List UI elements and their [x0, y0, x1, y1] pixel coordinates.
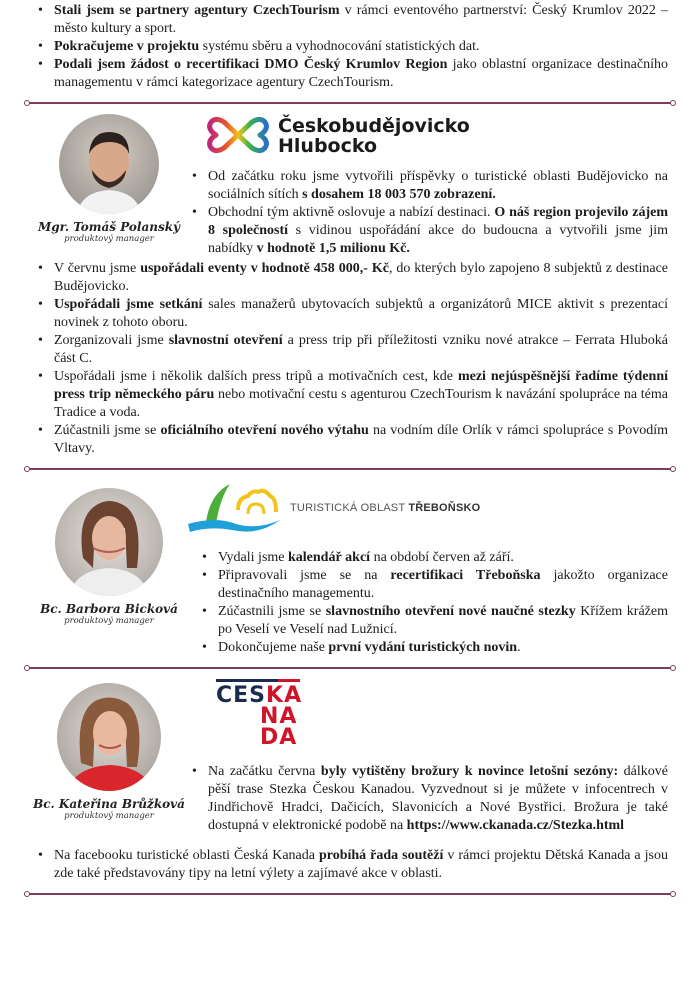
- person-name: Bc. Barbora Bicková: [40, 602, 178, 616]
- list-item: • Uspořádali jsme setkání sales manažerů ubytovacích subjektů a organizátorů MICE aktivit s prezentací novinek z tohoto oboru.: [32, 296, 668, 332]
- ckanada-link[interactable]: https://www.ckanada.cz/Stezka.html: [406, 818, 625, 833]
- list-item: • Zorganizovali jsme slavnostní otevření a press trip při příležitosti vzniku nové atrakce – Ferrata Hluboká část C.: [32, 332, 668, 368]
- person-card: [32, 114, 186, 245]
- list-item: • Od začátku roku jsme vytvořili příspěvky o turistické oblasti Budějovicko na sociálních sítích s dosahem 18 003 570 zobrazení.: [186, 168, 668, 204]
- person-role: produktový manager: [64, 616, 154, 626]
- section-divider: [28, 893, 672, 895]
- trebonsko-landscape-logo-icon: [186, 480, 286, 535]
- section-budejovicko-header: [32, 114, 668, 258]
- list-item: • Uspořádali jsme i několik dalších press tripů a motivačních cest, kde mezi nejúspěšnější řadíme týdenní press trip německého páru nebo motivační cestu s agenturou CzechTourism k navázání spolupráce na téma Tradice a voda.: [32, 368, 668, 422]
- person-photo-icon: [59, 114, 159, 214]
- kanada-side-list: [186, 763, 668, 835]
- avatar-barbora-bickova: [55, 488, 163, 596]
- person-card: [32, 683, 186, 822]
- person-role: produktový manager: [64, 811, 154, 821]
- person-card: [32, 488, 186, 627]
- list-item: • Připravovali jsme se na recertifikaci Třeboňska jakožto organizace destinačního managementu.: [196, 567, 668, 603]
- logo-bar: [216, 679, 278, 682]
- person-photo-icon: [55, 488, 163, 596]
- list-item: • V červnu jsme uspořádali eventy v hodnotě 458 000,- Kč, do kterých bylo zapojeno 8 subjektů z destinace Budějovicko.: [32, 260, 668, 296]
- trebonsko-list: [196, 549, 668, 657]
- list-item: • Zúčastnili jsme se slavnostního otevření nové naučné stezky Křížem krážem po Veselí ve Veselí nad Lužnicí.: [196, 603, 668, 639]
- list-item: • Vydali jsme kalendář akcí na období červen až září.: [196, 549, 668, 567]
- list-item: • Obchodní tým aktivně oslovuje a nabízí destinaci. O náš region projevilo zájem 8 společností s vidinou uspořádání akce do budoucna a vytvořili jsme jim nabídky v hodnotě 1,5 milionu Kč.: [186, 204, 668, 258]
- section-kanada-header: [32, 679, 668, 835]
- list-item: • Zúčastnili jsme se oficiálního otevření nového výtahu na vodním díle Orlík v rámci spolupráce s Povodím Vltavy.: [32, 422, 668, 458]
- person-name: Mgr. Tomáš Polanský: [37, 220, 181, 234]
- list-item: • Na začátku června byly vytištěny brožury k novince letošní sezóny: dálkové pěší trase Stezka Českou Kanadou. Vyzvednout si je můžete v infocentrech v Jindřichově Hradci, Dačicích, Slavonicích a Nové Bystřici. Brožura je také dostupná v elektronické podobě na https://www.ckanada.cz/Stezka.html: [186, 763, 668, 835]
- list-item: • Na facebooku turistické oblasti Česká Kanada probíhá řada soutěží v rámci projektu Dětská Kanada a jsou zde také představovány tipy na letní výlety a zajímavé akce v oblasti.: [32, 847, 668, 883]
- logo-text: TURISTICKÁ OBLAST TŘEBOŇSKO: [290, 502, 481, 514]
- logo-text: CESKA NA DA: [216, 683, 303, 750]
- section-trebonsko-content: [186, 480, 668, 657]
- logo-text: Českobudějovicko Hlubocko: [278, 115, 470, 157]
- intro-list: [32, 2, 668, 92]
- section-divider: [28, 102, 672, 104]
- avatar-tomas-polansky: [59, 114, 159, 214]
- section-divider: [28, 667, 672, 669]
- logo-ceska-kanada: [216, 679, 306, 753]
- person-photo-icon: [57, 683, 161, 791]
- person-name: Bc. Kateřina Brůžková: [33, 797, 185, 811]
- avatar-katerina-bruzkova: [57, 683, 161, 791]
- list-item: • Dokončujeme naše první vydání turistických novin.: [196, 639, 668, 657]
- budejovicko-side-list: [186, 168, 668, 258]
- list-item: • Podali jsem žádost o recertifikaci DMO Český Krumlov Region jako oblastní organizace destinačního managementu v rámci kategorizace agentury CzechTourism.: [32, 56, 668, 92]
- logo-trebonsko: [186, 480, 668, 535]
- kanada-list: [32, 847, 668, 883]
- section-kanada-content: [186, 679, 668, 835]
- section-trebonsko: [32, 480, 668, 657]
- logo-bar: [278, 679, 300, 682]
- list-item: • Stali jsem se partnery agentury CzechTourism v rámci eventového partnerství: Český Krumlov 2022 – město kultury a sport.: [32, 2, 668, 38]
- heart-loop-logo-icon: [206, 116, 270, 154]
- list-item: • Pokračujeme v projektu systému sběru a vyhodnocování statistických dat.: [32, 38, 668, 56]
- person-role: produktový manager: [64, 234, 154, 244]
- section-divider: [28, 468, 672, 470]
- section-budejovicko-content: [186, 114, 668, 258]
- budejovicko-list: [32, 260, 668, 458]
- logo-ceskobudejovicko: [206, 114, 668, 156]
